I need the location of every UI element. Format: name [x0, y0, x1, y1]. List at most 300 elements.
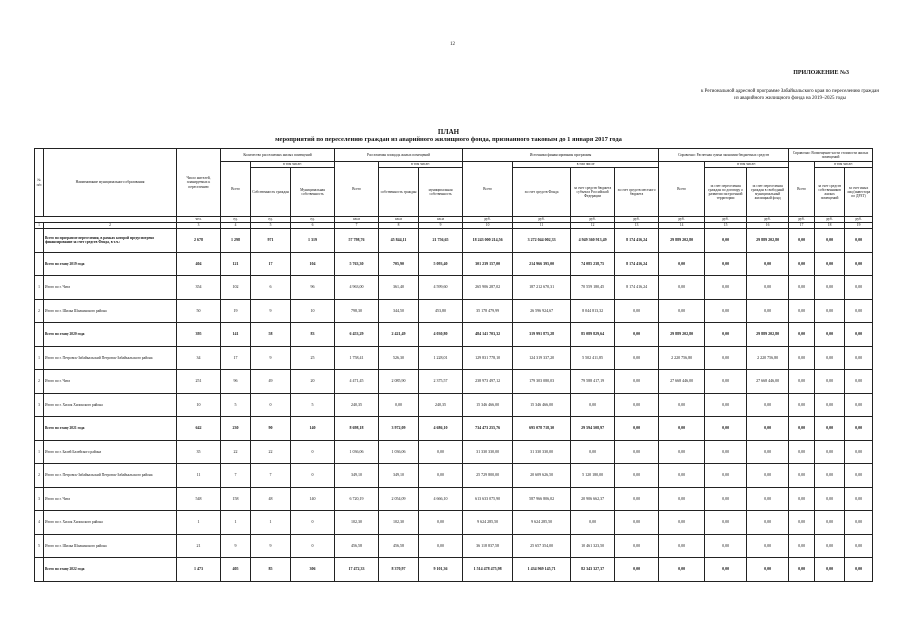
row-name: Итого по г. Шилка Шилкинского района	[44, 299, 177, 323]
header-own-citizens: Собственность граждан	[251, 168, 291, 217]
row-value: 57 798,76	[335, 229, 379, 253]
column-number: 18	[815, 223, 845, 229]
unit-cell: чел.	[177, 217, 221, 223]
row-value: 456,58	[379, 534, 419, 558]
row-value: 140	[291, 487, 335, 511]
row-value: 0,00	[815, 558, 845, 582]
row-value: 8 174 416,24	[615, 229, 659, 253]
table-row	[35, 511, 873, 535]
row-value: 0,00	[615, 323, 659, 347]
row-value: 8 698,18	[335, 417, 379, 441]
row-value: 0,00	[845, 299, 873, 323]
row-value: 102,30	[335, 511, 379, 535]
row-value: 0,00	[845, 252, 873, 276]
row-value: 82 343 327,37	[571, 558, 615, 582]
row-value: 0,00	[789, 511, 815, 535]
row-value: 140	[291, 417, 335, 441]
row-value: 158	[221, 487, 251, 511]
row-value: 6	[251, 276, 291, 300]
row-value: 5 093,40	[419, 252, 463, 276]
row-name: Всего по этапу 2019 года	[44, 252, 177, 276]
row-number: 5	[35, 534, 44, 558]
row-value: 0,00	[705, 276, 747, 300]
row-value: 0,00	[815, 417, 845, 441]
header-ref1-group: Справочно: Расчетная сумма экономии бюджетных средств	[659, 149, 789, 162]
row-value: 0,00	[845, 417, 873, 441]
row-value: 9 624 285,50	[463, 511, 513, 535]
table-row	[35, 464, 873, 488]
row-value: 0,00	[747, 393, 789, 417]
row-value: 5 763,30	[335, 252, 379, 276]
row-value: 0,00	[789, 534, 815, 558]
row-value: 1 228,01	[419, 346, 463, 370]
row-value: 0,00	[705, 346, 747, 370]
row-value: 0,00	[747, 299, 789, 323]
row-value: 404	[177, 252, 221, 276]
row-value: 49	[251, 370, 291, 394]
table-row	[35, 346, 873, 370]
unit-cell: руб.	[513, 217, 571, 223]
row-value: 0,00	[789, 252, 815, 276]
row-value: 9	[251, 534, 291, 558]
row-value: 4 686,10	[419, 417, 463, 441]
row-value: 0,00	[747, 440, 789, 464]
row-value: 79 588 417,19	[571, 370, 615, 394]
table-row	[35, 417, 873, 441]
row-value: 548	[177, 487, 221, 511]
row-value: 96	[291, 276, 335, 300]
row-number: 1	[35, 346, 44, 370]
row-value: 0,00	[659, 440, 705, 464]
row-value: 0,00	[789, 558, 815, 582]
row-name: Всего по программе переселения, в рамках которой предусмотрено финансирование за счет средств Фонда, в т.ч.:	[44, 229, 177, 253]
row-value: 0,00	[659, 511, 705, 535]
row-value: 8 044 813,32	[571, 299, 615, 323]
row-value: 70 559 180,45	[571, 276, 615, 300]
unit-cell: руб.	[705, 217, 747, 223]
row-value: 36 118 837,58	[463, 534, 513, 558]
column-number: 10	[463, 223, 513, 229]
row-name: Итого по г. Хилок Хилокского района	[44, 393, 177, 417]
header-subject: за счет средств бюджета субъекта Российской Федерации	[571, 168, 615, 217]
row-value: 29 889 202,80	[659, 323, 705, 347]
row-value: 319 991 875,28	[513, 323, 571, 347]
unit-cell: ед.	[291, 217, 335, 223]
row-value: 1 434 969 145,71	[513, 558, 571, 582]
column-number: 8	[379, 223, 419, 229]
row-value: 7	[221, 464, 251, 488]
row-value: 187 212 670,31	[513, 276, 571, 300]
unit-cell: руб.	[845, 217, 873, 223]
row-value: 0,00	[419, 511, 463, 535]
row-value: 230	[221, 417, 251, 441]
row-value: 17 472,33	[335, 558, 379, 582]
row-value: 10 461 323,50	[571, 534, 615, 558]
row-value: 0	[251, 393, 291, 417]
row-value: 1 319	[291, 229, 335, 253]
header-area-own: собственность граждан	[379, 168, 419, 217]
row-value: 48	[251, 487, 291, 511]
row-value: 484 141 703,32	[463, 323, 513, 347]
row-value: 22	[221, 440, 251, 464]
row-name: Итого по г. Хилок Хилокского района	[44, 511, 177, 535]
row-value: 0,00	[659, 299, 705, 323]
row-value: 9	[221, 534, 251, 558]
unit-cell: кв.м	[379, 217, 419, 223]
row-value: 1 036,06	[379, 440, 419, 464]
row-value: 0,00	[845, 511, 873, 535]
header-ref1-total: Всего	[659, 162, 705, 217]
row-value: 0,00	[615, 558, 659, 582]
table-row	[35, 487, 873, 511]
row-value: 0,00	[845, 487, 873, 511]
table-row	[35, 252, 873, 276]
row-value: 0,00	[815, 346, 845, 370]
row-value: 26 596 924,67	[513, 299, 571, 323]
row-value: 96	[221, 370, 251, 394]
table-row	[35, 558, 873, 582]
row-value: 0,00	[747, 464, 789, 488]
table-row	[35, 229, 873, 253]
row-value: 0,00	[845, 464, 873, 488]
row-value: 0,00	[845, 346, 873, 370]
row-value: 0,00	[659, 252, 705, 276]
column-number: 1	[35, 223, 44, 229]
row-value: 15 346 466,00	[463, 393, 513, 417]
row-value: 29 594 508,97	[571, 417, 615, 441]
row-value: 17	[251, 252, 291, 276]
row-value: 238 973 497,12	[463, 370, 513, 394]
row-name: Всего по этапу 2021 года	[44, 417, 177, 441]
row-value: 0	[291, 464, 335, 488]
row-value: 58	[251, 323, 291, 347]
row-value: 0,00	[789, 487, 815, 511]
row-value: 0,00	[789, 323, 815, 347]
row-value: 15 346 466,00	[513, 393, 571, 417]
row-value: 4 030,80	[419, 323, 463, 347]
table-row	[35, 370, 873, 394]
row-number	[35, 417, 44, 441]
row-value: 0,00	[615, 346, 659, 370]
row-value: 50	[177, 299, 221, 323]
row-number	[35, 229, 44, 253]
row-value: 0,00	[705, 511, 747, 535]
row-value: 0,00	[815, 276, 845, 300]
row-value: 1 758,41	[335, 346, 379, 370]
row-value: 1 036,06	[335, 440, 379, 464]
row-value: 0,00	[615, 370, 659, 394]
row-value: 0,00	[705, 440, 747, 464]
row-value: 453,80	[419, 299, 463, 323]
header-fund: за счет средств Фонда	[513, 168, 571, 217]
table-row	[35, 534, 873, 558]
table-row	[35, 323, 873, 347]
row-value: 9 624 285,50	[513, 511, 571, 535]
row-value: 85	[251, 558, 291, 582]
row-number: 2	[35, 299, 44, 323]
row-value: 6 453,29	[335, 323, 379, 347]
row-value: 0,00	[747, 558, 789, 582]
row-value: 20	[291, 370, 335, 394]
row-value: 0,00	[747, 511, 789, 535]
row-value: 1 298	[221, 229, 251, 253]
row-value: 971	[251, 229, 291, 253]
row-value: 141	[221, 323, 251, 347]
header-ref1-incl: в том числе:	[705, 162, 789, 168]
row-value: 4 471,45	[335, 370, 379, 394]
row-value: 102	[221, 276, 251, 300]
row-value: 20 609 626,50	[513, 464, 571, 488]
table-row	[35, 440, 873, 464]
row-value: 456,58	[335, 534, 379, 558]
plan-table	[34, 148, 873, 582]
row-value: 251	[177, 370, 221, 394]
header-no: № п/п	[35, 149, 44, 217]
row-value: 0,00	[615, 534, 659, 558]
row-value: 0,00	[571, 393, 615, 417]
row-value: 0,00	[615, 417, 659, 441]
row-number: 3	[35, 393, 44, 417]
row-value: 695 078 718,30	[513, 417, 571, 441]
row-value: 0,00	[705, 370, 747, 394]
header-ref-other: за счет иных лиц (инвестора по ДРЗТ)	[845, 168, 873, 217]
row-value: 21	[177, 534, 221, 558]
row-value: 1 473	[177, 558, 221, 582]
row-name: Итого по г. Чита	[44, 370, 177, 394]
row-value: 361,40	[379, 276, 419, 300]
row-value: 344,50	[379, 299, 419, 323]
row-value: 0,00	[845, 393, 873, 417]
row-value: 0,00	[815, 299, 845, 323]
row-name: Итого по г. Чита	[44, 276, 177, 300]
row-value: 0	[291, 440, 335, 464]
row-value: 0,00	[845, 276, 873, 300]
row-value: 1 514 478 475,98	[463, 558, 513, 582]
row-value: 35	[177, 440, 221, 464]
row-value: 0,00	[815, 440, 845, 464]
row-value: 2 054,09	[379, 487, 419, 511]
row-value: 798,30	[335, 299, 379, 323]
row-value: 129 831 778,10	[463, 346, 513, 370]
row-value: 0,00	[815, 370, 845, 394]
row-value: 7	[251, 464, 291, 488]
unit-cell: руб.	[815, 217, 845, 223]
row-value: 0,00	[705, 393, 747, 417]
row-value: 0,00	[379, 393, 419, 417]
column-number: 13	[615, 223, 659, 229]
row-value: 9	[251, 346, 291, 370]
row-value: 4 963,00	[335, 276, 379, 300]
column-number: 17	[789, 223, 815, 229]
row-value: 0,00	[571, 511, 615, 535]
row-number: 2	[35, 464, 44, 488]
unit-cell: руб.	[747, 217, 789, 223]
row-value: 0,00	[845, 370, 873, 394]
column-number: 16	[747, 223, 789, 229]
table-body	[35, 229, 873, 582]
table-header	[35, 149, 873, 229]
row-value: 4 599,60	[419, 276, 463, 300]
header-qty-incl: в том числе:	[251, 162, 335, 168]
row-value: 0,00	[789, 229, 815, 253]
row-value: 0,00	[789, 464, 815, 488]
row-value: 349,10	[335, 464, 379, 488]
row-value: 0,00	[659, 393, 705, 417]
row-value: 5 502 411,85	[571, 346, 615, 370]
row-value: 18 243 000 214,56	[463, 229, 513, 253]
unit-cell: руб.	[463, 217, 513, 223]
row-number: 4	[35, 511, 44, 535]
row-number	[35, 323, 44, 347]
column-number: 7	[335, 223, 379, 229]
header-ref-own: за счет средств собственников жилых помещений	[815, 168, 845, 217]
row-name: Всего по этапу 2020 года	[44, 323, 177, 347]
page-number: 12	[450, 42, 455, 47]
row-value: 5	[291, 393, 335, 417]
row-value: 0,00	[571, 440, 615, 464]
row-value: 1	[177, 511, 221, 535]
row-value: 0,00	[615, 440, 659, 464]
row-value: 4 666,10	[419, 487, 463, 511]
row-value: 8 370,97	[379, 558, 419, 582]
row-value: 0,00	[615, 487, 659, 511]
row-value: 2 421,49	[379, 323, 419, 347]
row-value: 29 889 202,80	[659, 229, 705, 253]
row-value: 29 889 202,80	[747, 229, 789, 253]
row-value: 0,00	[705, 417, 747, 441]
row-value: 642	[177, 417, 221, 441]
row-value: 0,00	[789, 299, 815, 323]
row-number: 1	[35, 440, 44, 464]
row-value: 0,00	[845, 558, 873, 582]
row-value: 526,30	[379, 346, 419, 370]
row-value: 90	[251, 417, 291, 441]
row-name: Итого по г. Петровск-Забайкальский Петровск-Забайкальского района	[44, 346, 177, 370]
row-value: 0,00	[705, 534, 747, 558]
row-value: 4 949 360 913,49	[571, 229, 615, 253]
header-qty-total: Всего	[221, 162, 251, 217]
row-value: 8 174 416,24	[615, 252, 659, 276]
row-value: 5	[221, 393, 251, 417]
row-value: 0,00	[815, 229, 845, 253]
table-row	[35, 276, 873, 300]
row-value: 104	[291, 252, 335, 276]
row-value: 2 220 756,80	[659, 346, 705, 370]
unit-cell: кв.м	[335, 217, 379, 223]
row-name: Итого по г. Балей Балейского района	[44, 440, 177, 464]
row-value: 83	[291, 323, 335, 347]
row-value: 0,00	[419, 464, 463, 488]
appendix-title: ПРИЛОЖЕНИЕ №3	[793, 70, 849, 76]
unit-cell: ед.	[251, 217, 291, 223]
row-value: 179 303 080,03	[513, 370, 571, 394]
row-value: 27 668 446,00	[659, 370, 705, 394]
row-value: 31 330 330,00	[513, 440, 571, 464]
column-number: 14	[659, 223, 705, 229]
row-value: 0,00	[659, 487, 705, 511]
row-value: 0,00	[705, 487, 747, 511]
row-value: 0,00	[789, 440, 815, 464]
row-value: 9 101,36	[419, 558, 463, 582]
document-title: ПЛАН	[437, 128, 460, 136]
unit-cell: кв.м	[419, 217, 463, 223]
header-econ1: за счет переселения граждан по договору о развитии застроенной территории	[705, 168, 747, 217]
row-value: 240,35	[335, 393, 379, 417]
row-value: 3 272 044 002,33	[513, 229, 571, 253]
row-name: Всего по этапу 2022 года	[44, 558, 177, 582]
row-value: 19	[221, 299, 251, 323]
row-value: 0,00	[845, 534, 873, 558]
header-ref2-total: Всего	[789, 162, 815, 217]
row-value: 3 972,09	[379, 417, 419, 441]
row-value: 0,00	[659, 534, 705, 558]
row-value: 0,00	[705, 299, 747, 323]
row-value: 85 089 829,64	[571, 323, 615, 347]
row-value: 0,00	[815, 511, 845, 535]
row-value: 0	[291, 534, 335, 558]
row-value: 0,00	[845, 440, 873, 464]
header-name: Наименование муниципального образования	[44, 149, 177, 217]
row-value: 265 906 287,02	[463, 276, 513, 300]
row-value: 0,00	[815, 393, 845, 417]
row-value: 0,00	[815, 487, 845, 511]
unit-cell: руб.	[789, 217, 815, 223]
header-fin-group: Источники финансирования программы	[463, 149, 659, 162]
row-value: 405	[221, 558, 251, 582]
header-fin-total: Всего	[463, 162, 513, 217]
row-number	[35, 558, 44, 582]
row-value: 0,00	[659, 417, 705, 441]
row-value: 0,00	[705, 252, 747, 276]
row-value: 395	[177, 323, 221, 347]
row-value: 124 319 337,20	[513, 346, 571, 370]
row-value: 0,00	[659, 558, 705, 582]
unit-cell: руб.	[615, 217, 659, 223]
row-number: 1	[35, 276, 44, 300]
row-value: 10	[291, 299, 335, 323]
column-number: 5	[251, 223, 291, 229]
row-value: 1	[251, 511, 291, 535]
document-subtitle: мероприятий по переселению граждан из аварийного жилищного фонда, признанного таковым до 1 января 2017 года	[275, 136, 622, 143]
row-value: 17	[221, 346, 251, 370]
header-ref2-incl: в том числе:	[815, 162, 873, 168]
row-value: 0,00	[789, 370, 815, 394]
row-value: 0,00	[789, 346, 815, 370]
row-value: 5 120 180,00	[571, 464, 615, 488]
column-number: 3	[177, 223, 221, 229]
header-area-municipal: муниципальная собственность	[419, 168, 463, 217]
row-value: 31 330 330,00	[463, 440, 513, 464]
row-value: 0,00	[845, 323, 873, 347]
row-value: 29 889 202,80	[747, 323, 789, 347]
row-value: 0,00	[845, 229, 873, 253]
row-value: 2 220 756,80	[747, 346, 789, 370]
row-value: 10	[177, 393, 221, 417]
column-number: 9	[419, 223, 463, 229]
header-fin-incl: в том числе	[513, 162, 659, 168]
header-ref2-group: Справочно: Возмещение части стоимости жилых помещений	[789, 149, 873, 162]
row-value: 6 720,19	[335, 487, 379, 511]
column-number: 6	[291, 223, 335, 229]
row-value: 2 375,57	[419, 370, 463, 394]
row-value: 301 239 157,00	[463, 252, 513, 276]
column-number: 12	[571, 223, 615, 229]
row-value: 0,00	[705, 558, 747, 582]
row-value: 613 633 075,90	[463, 487, 513, 511]
unit-cell: ед.	[221, 217, 251, 223]
column-number: 15	[705, 223, 747, 229]
row-value: 0,00	[419, 534, 463, 558]
